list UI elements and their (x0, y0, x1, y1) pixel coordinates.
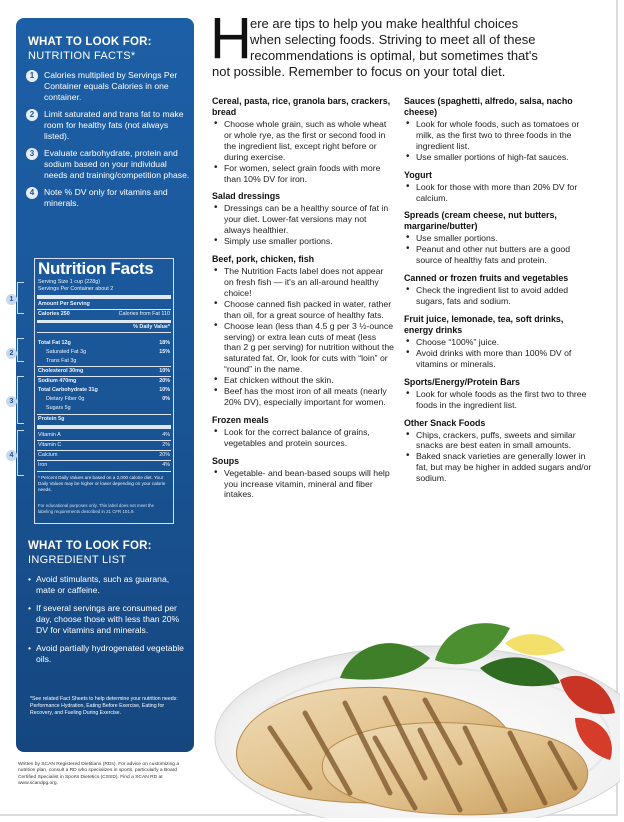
callout-badge-1: 1 (6, 294, 17, 305)
ingredient-heading: WHAT TO LOOK FOR: (28, 540, 152, 552)
callout-badge-2: 2 (6, 348, 17, 359)
nutrient-row (38, 340, 170, 347)
vitamin-row (38, 462, 170, 469)
bullet-item: • Use smaller portions of high-fat sauces. (404, 152, 592, 163)
bullet-list (212, 266, 394, 408)
ingredient-subheading: INGREDIENT LIST (28, 554, 127, 566)
nutrient-row (38, 358, 170, 365)
rule (37, 376, 171, 377)
nutrition-heading: WHAT TO LOOK FOR: (28, 36, 152, 48)
nutrition-tip-text: Evaluate carbohydrate, protein and sodium based on your individual needs and training/competition phase. (44, 148, 190, 180)
rule (37, 332, 171, 333)
tip-section (212, 191, 394, 247)
number-badge: 4 (26, 187, 38, 199)
vitamin-value: 4% (162, 432, 170, 438)
education-note: For educational purposes only. This label does not meet the labeling requirements described in 21 CFR 101.9. (38, 503, 155, 514)
bullet-item: • Peanut and other nut butters are a good source of healthy fats and protein. (404, 244, 592, 266)
calories-row (38, 311, 170, 318)
nutrient-row (38, 378, 170, 385)
bullet-list (404, 337, 592, 370)
bullet-list (212, 427, 394, 449)
nutrition-tip-text: Note % DV only for vitamins and minerals. (44, 187, 168, 208)
bullet-item: • Baked snack varieties are generally lower in fat, but may be higher in added sugars and/or sodium. (404, 451, 592, 484)
tip-section (404, 170, 592, 204)
bullet-item: • Look for whole foods, such as tomatoes or milk, as the first two to three foods in the ingredient list. (404, 119, 592, 152)
vitamin-label: Calcium (38, 452, 58, 458)
intro-line: when selecting foods. Striving to meet all of these (250, 32, 536, 47)
callout-bracket (17, 430, 24, 476)
bullet-item: • Avoid drinks with more than 100% DV of vitamins or minerals. (404, 348, 592, 370)
nutrient-value: 10% (159, 387, 170, 393)
tip-section (212, 456, 394, 501)
bullet-item: • Choose whole grain, such as whole wheat or whole rye, as the first or second food in the ingredient list, except right before or during exercise. (212, 119, 394, 163)
bullet-item: • Look for those with more than 20% DV for calcium. (404, 182, 592, 204)
rule (37, 309, 171, 310)
tip-section (404, 96, 592, 163)
section-heading: Other Snack Foods (404, 417, 486, 428)
nutrient-label: Protein 5g (38, 416, 65, 422)
section-heading: Beef, pork, chicken, fish (212, 254, 315, 265)
nutrition-facts-label (34, 258, 174, 524)
tip-section (404, 377, 592, 411)
callout-bracket (17, 338, 24, 362)
tip-section (404, 314, 592, 370)
serving-size: Serving Size 1 cup (228g) (38, 279, 101, 285)
bullet-list (212, 119, 394, 184)
vitamin-label: Vitamin C (38, 442, 62, 448)
vitamin-row (38, 442, 170, 449)
nutrient-row (38, 387, 170, 394)
nutrition-tip-text: Limit saturated and trans fat to make room for healthy fats (not always listed). (44, 109, 184, 141)
bullet-item: • Chips, crackers, puffs, sweets and similar snacks are best eaten in small amounts. (404, 430, 592, 452)
nutrient-row (38, 368, 170, 375)
rule (37, 471, 171, 472)
callout-badge-4: 4 (6, 450, 17, 461)
callout-bracket (17, 376, 24, 424)
tip-section (404, 273, 592, 307)
nutrient-label: Sodium 470mg (38, 378, 77, 384)
bullet-item: • Choose “100%” juice. (404, 337, 592, 348)
vitamin-row (38, 432, 170, 439)
thick-rule (37, 320, 171, 323)
section-heading: Frozen meals (212, 414, 269, 425)
bullet-item: • Dressings can be a healthy source of fat in your diet. Lower-fat versions may not always healthier. (212, 203, 394, 236)
nutrient-row (38, 416, 170, 423)
calories: Calories 250 (38, 311, 70, 317)
intro-line: ere are tips to help you make healthful choices (250, 16, 519, 31)
bullet-item: • For women, select grain foods with more than 10% DV for iron. (212, 163, 394, 185)
bullet-item: • Eat chicken without the skin. (212, 375, 394, 386)
nutrient-row (38, 396, 170, 403)
ingredient-tip: • If several servings are consumed per day, choose those with less than 20% DV for vitamins and minerals. (28, 603, 188, 636)
bullet-item: • Choose lean (less than 4.5 g per 3 ½-ounce serving) or extra lean cuts of meat (less than 2 g per serving) for nutrition without the saturated fat. Or, look for cuts with “loin” or “round” in the name. (212, 321, 394, 376)
rule (37, 450, 171, 451)
bullet-item: • The Nutrition Facts label does not appear on fresh fish — it's an all-around healthy choice! (212, 266, 394, 299)
bullet-item: • Beef has the most iron of all meats (nearly 20% DV), especially important for women. (212, 386, 394, 408)
rule (37, 414, 171, 415)
vitamin-value: 4% (162, 462, 170, 468)
section-heading: Canned or frozen fruits and vegetables (404, 273, 569, 284)
bullet-list (404, 233, 592, 266)
ingredient-tip: • Avoid stimulants, such as guarana, mate or caffeine. (28, 574, 188, 596)
bullet-item: • Choose canned fish packed in water, rather than oil, for a great source of healthy fats. (212, 299, 394, 321)
nutrient-label: Cholesterol 30mg (38, 368, 84, 374)
nutrient-row (38, 405, 170, 412)
amount-per-serving: Amount Per Serving (38, 301, 90, 307)
section-heading: Cereal, pasta, rice, granola bars, crackers, bread (212, 96, 391, 117)
right-tips-column (404, 96, 592, 491)
label-footnote: * Percent Daily Values are based on a 2,000 calorie diet. Your Daily Values may be higher or lower depending on your calorie needs. (38, 475, 166, 492)
intro-paragraph (210, 6, 606, 84)
bullet-list (212, 468, 394, 501)
section-heading: Sauces (spaghetti, alfredo, salsa, nacho cheese) (404, 96, 573, 117)
nutrient-label: Trans Fat 3g (46, 358, 77, 364)
nutrition-tip (26, 148, 190, 181)
nutrient-label: Total Fat 12g (38, 340, 71, 346)
thick-rule (37, 425, 171, 429)
ingredient-tip: • Avoid partially hydrogenated vegetable oils. (28, 643, 188, 665)
ingredient-tips-list (28, 574, 188, 672)
nutrition-tip-text: Calories multiplied by Servings Per Container equals Calories in one container. (44, 70, 178, 102)
section-heading: Spreads (cream cheese, nut butters, margarine/butter) (404, 210, 557, 232)
section-heading: Salad dressings (212, 191, 281, 202)
vitamin-value: 2% (162, 442, 170, 448)
number-badge: 1 (26, 70, 38, 82)
bullet-list (404, 285, 592, 307)
nutrient-value: 15% (159, 349, 170, 355)
section-heading: Sports/Energy/Protein Bars (404, 376, 520, 387)
nutrient-value: 10% (159, 368, 170, 374)
bullet-list (404, 119, 592, 163)
intro-line: not possible. Remember to focus on your total diet. (212, 64, 506, 79)
grilled-chicken-plate-image (180, 588, 620, 818)
left-tips-column (212, 96, 394, 507)
nutrient-row (38, 349, 170, 356)
nutrient-value: 0% (162, 396, 170, 402)
bullet-list (404, 389, 592, 411)
bullet-item: • Check the ingredient list to avoid added sugars, fats and sodium. (404, 285, 592, 307)
bullet-list (404, 182, 592, 204)
nutrition-tip (26, 70, 190, 103)
daily-value-header: % Daily Value* (133, 324, 170, 330)
nutrition-tip (26, 109, 190, 142)
nutrient-label: Dietary Fiber 0g (46, 396, 85, 402)
nutrient-value: 18% (159, 340, 170, 346)
nutrition-tips-list (26, 70, 190, 215)
sidebar-footnote: *See related Fact Sheets to help determine your nutrition needs: Performance Hydration, Eating Before Exercise, Eating for Recovery, and Fueling During Exercise. (30, 696, 178, 716)
number-badge: 2 (26, 109, 38, 121)
section-heading: Yogurt (404, 169, 432, 180)
bullet-list (212, 203, 394, 247)
vitamin-label: Vitamin A (38, 432, 61, 438)
calories-from-fat: Calories from Fat 110 (118, 311, 170, 317)
section-heading: Fruit juice, lemonade, tea, soft drinks, energy drinks (404, 313, 564, 335)
vitamin-value: 20% (159, 452, 170, 458)
bullet-item: • Look for the correct balance of grains, vegetables and protein sources. (212, 427, 394, 449)
vitamin-label: Iron (38, 462, 48, 468)
label-title: Nutrition Facts (38, 259, 154, 278)
bullet-item: • Simply use smaller portions. (212, 236, 394, 247)
vitamin-row (38, 452, 170, 459)
drop-cap: H (210, 6, 252, 71)
rule (37, 460, 171, 461)
tip-section (212, 415, 394, 449)
bullet-item: • Vegetable- and bean-based soups will help you increase vitamin, mineral and fiber intakes. (212, 468, 394, 501)
nutrition-tip (26, 187, 190, 209)
lemon-slice (505, 634, 565, 655)
nutrient-label: Sugars 5g (46, 405, 71, 411)
nutrition-subheading: NUTRITION FACTS* (28, 50, 136, 62)
rule (37, 366, 171, 367)
servings-per-container: Servings Per Container about 2 (38, 286, 114, 292)
tip-section (404, 210, 592, 266)
nutrient-label: Saturated Fat 3g (46, 349, 87, 355)
tip-section (212, 96, 394, 184)
bullet-item: • Look for whole foods as the first two to three foods in the ingredient list. (404, 389, 592, 411)
bullet-item: • Use smaller portions. (404, 233, 592, 244)
thick-rule (37, 295, 171, 299)
number-badge: 3 (26, 148, 38, 160)
intro-line: recommendations is optimal, but sometimes that's (250, 48, 538, 63)
section-heading: Soups (212, 455, 240, 466)
callout-badge-3: 3 (6, 396, 17, 407)
nutrient-value: 20% (159, 378, 170, 384)
callout-bracket (17, 282, 24, 314)
credits-text: Written by SCAN Registered Dietitians (RDs). For advice on customizing a nutrition plan, consult a RD who specializes in sports, particularly a Board Certified Specialist in Sports Dietetics (CSSD). Find a SCAN RD at www.scandpg.org. (18, 762, 180, 787)
nutrient-label: Total Carbohydrate 31g (38, 387, 98, 393)
tip-section (212, 254, 394, 408)
tip-section (404, 418, 592, 485)
rule (37, 440, 171, 441)
bullet-list (404, 430, 592, 485)
